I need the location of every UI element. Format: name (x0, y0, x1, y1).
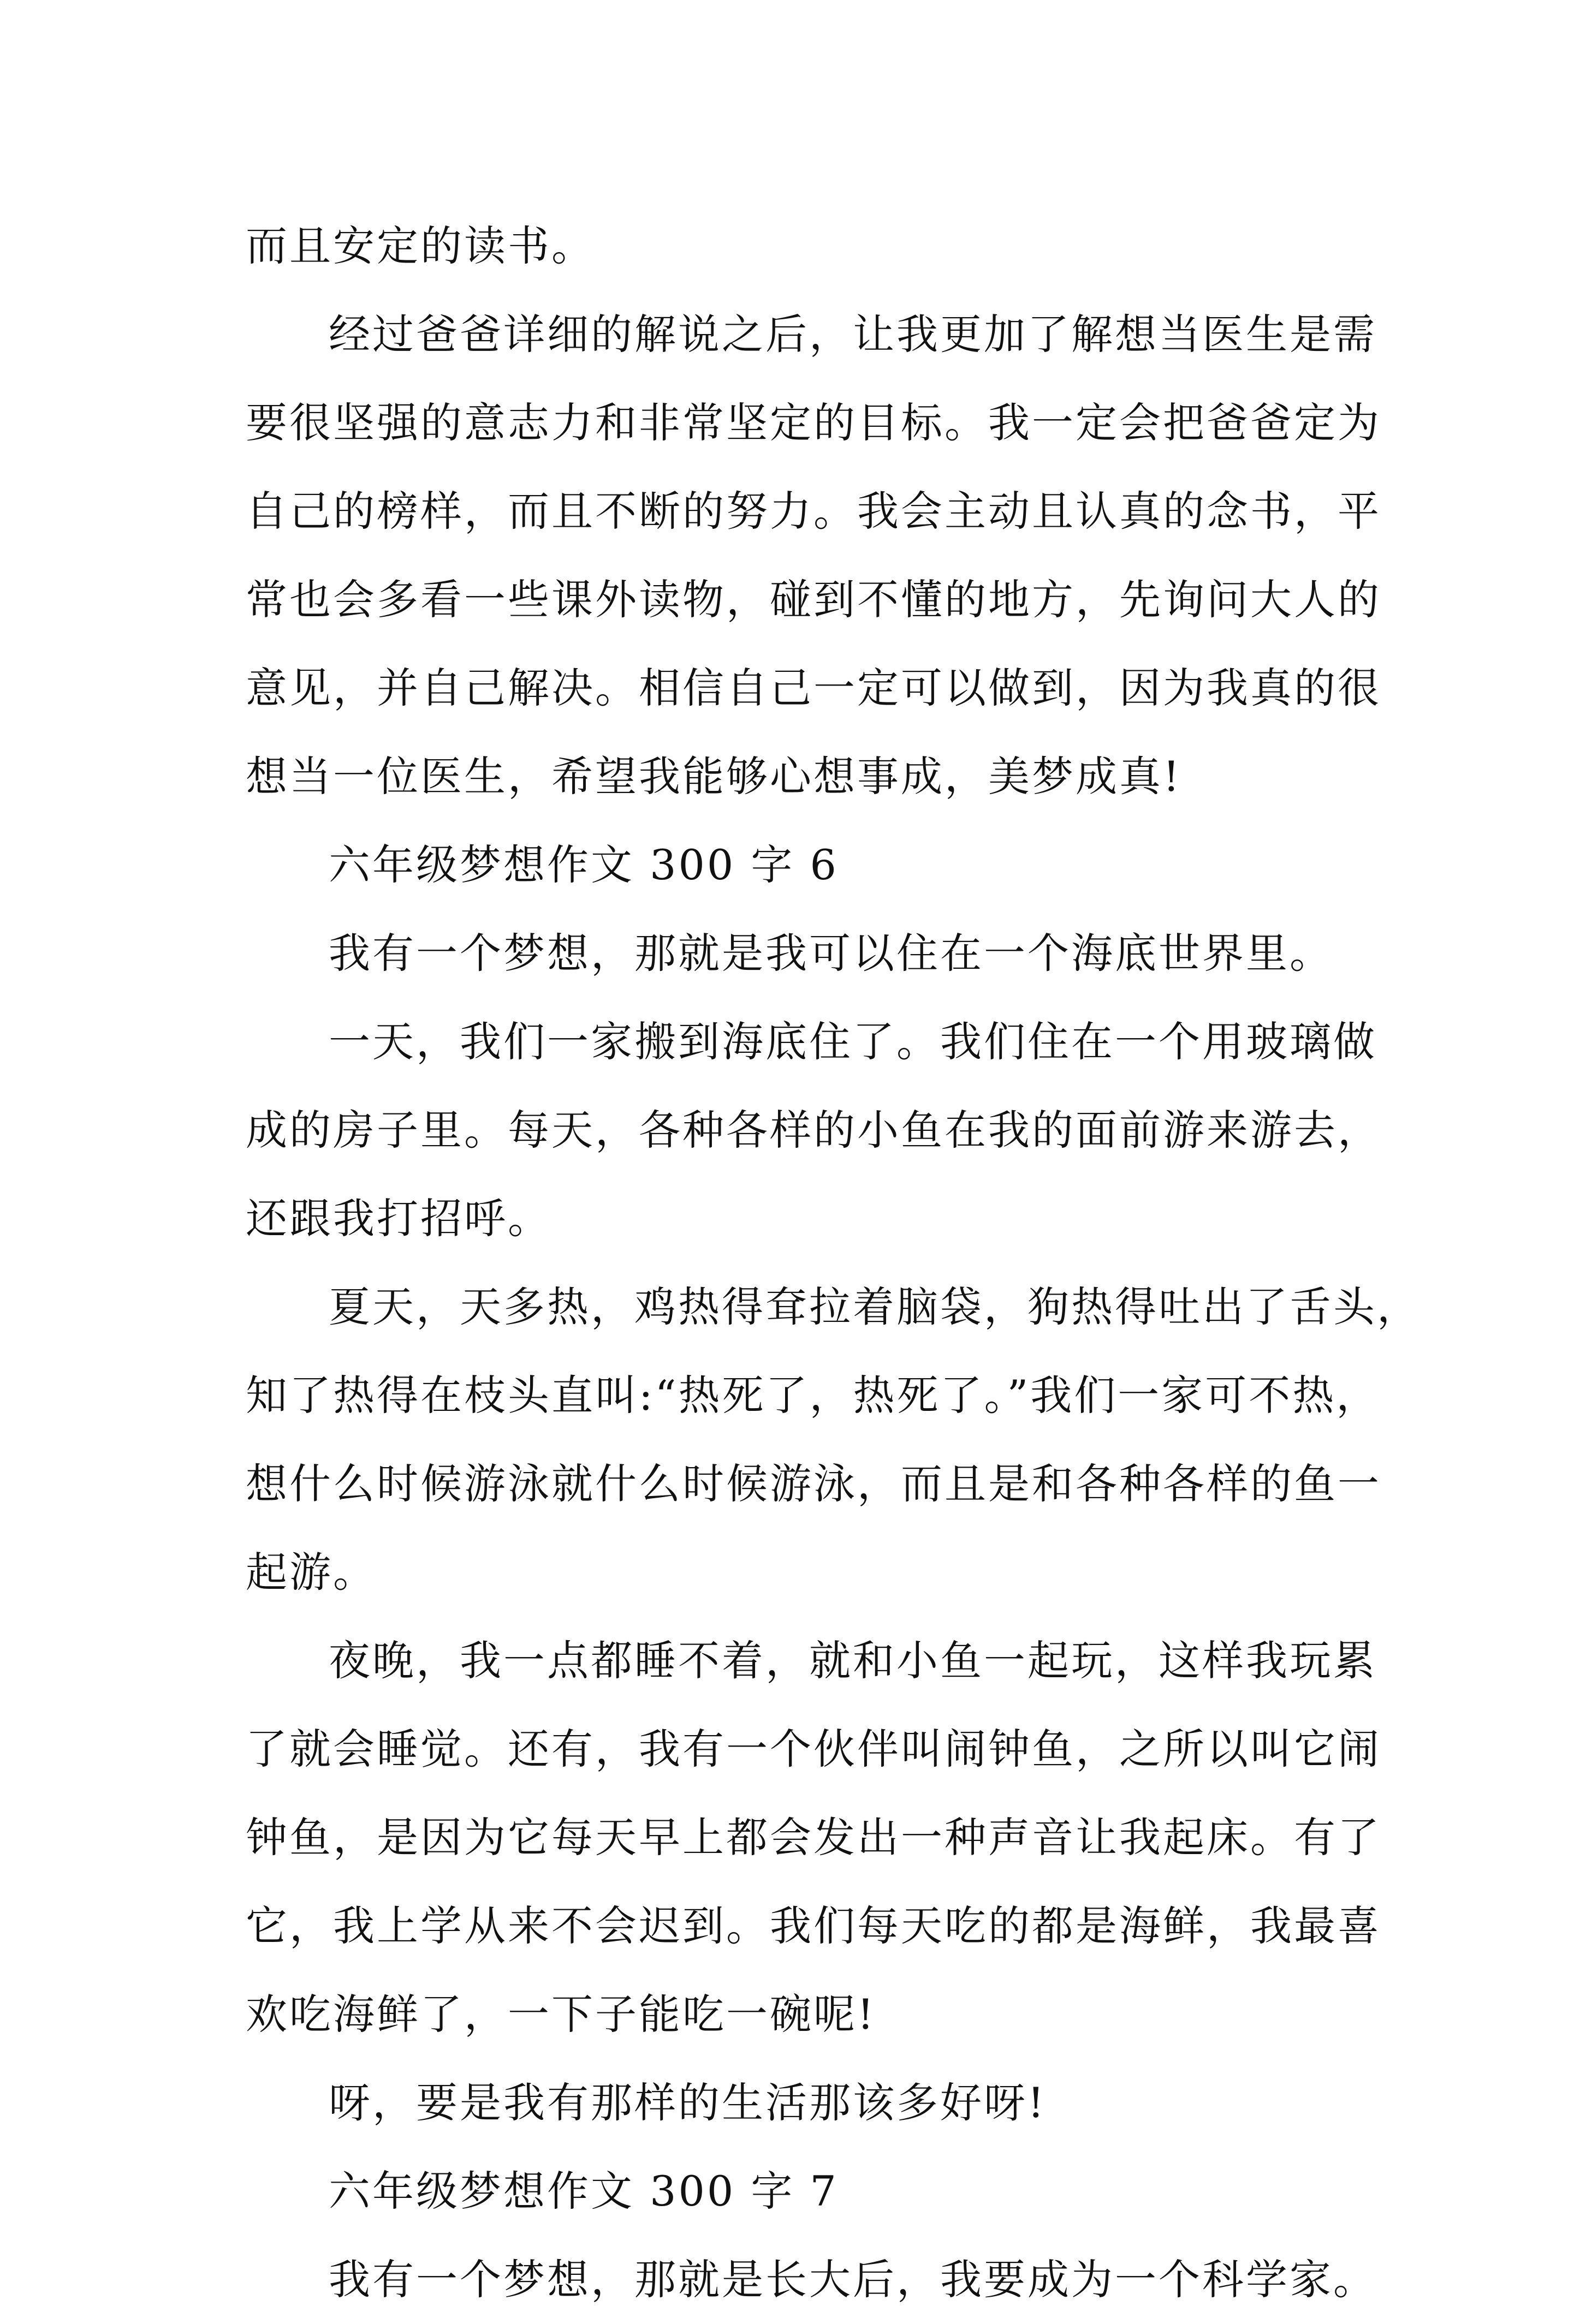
text-line: 想什么时候游泳就什么时候游泳，而且是和各种各样的鱼一 (246, 1459, 1381, 1508)
text-line: 要很坚强的意志力和非常坚定的目标。我一定会把爸爸定为 (246, 398, 1381, 447)
paragraph-start-line: 我有一个梦想，那就是长大后，我要成为一个科学家。 (329, 2255, 1377, 2304)
document-body (246, 202, 1421, 2324)
text-line: 钟鱼，是因为它每天早上都会发出一种声音让我起床。有了 (246, 1813, 1381, 1862)
paragraph-start-line: 呀，要是我有那样的生活那该多好呀! (329, 2078, 1047, 2127)
text-line: 而且安定的读书。 (246, 222, 595, 270)
paragraph-start-line: 夏天，天多热，鸡热得耷拉着脑袋，狗热得吐出了舌头， (329, 1283, 1421, 1331)
text-line: 还跟我打招呼。 (246, 1194, 551, 1243)
text-line: 它，我上学从来不会迟到。我们每天吃的都是海鲜，我最喜 (246, 1902, 1381, 1950)
text-line: 知了热得在枝头直叫:“热死了，热死了。”我们一家可不热， (246, 1371, 1380, 1420)
text-line: 自己的榜样，而且不断的努力。我会主动且认真的念书，平 (246, 487, 1381, 535)
paragraph-start-line: 夜晚，我一点都睡不着，就和小鱼一起玩，这样我玩累 (329, 1636, 1377, 1685)
paragraph-start-line: 我有一个梦想，那就是我可以住在一个海底世界里。 (329, 929, 1333, 978)
text-line: 想当一位医生，希望我能够心想事成，美梦成真! (246, 752, 1182, 801)
text-line: 成的房子里。每天，各种各样的小鱼在我的面前游来游去， (246, 1106, 1381, 1154)
text-line: 意见，并自己解决。相信自己一定可以做到，因为我真的很 (246, 664, 1381, 712)
section-heading-7: 六年级梦想作文 300 字 7 (329, 2167, 839, 2215)
text-line: 了就会睡觉。还有，我有一个伙伴叫闹钟鱼，之所以叫它闹 (246, 1725, 1381, 1773)
paragraph-start-line: 一天，我们一家搬到海底住了。我们住在一个用玻璃做 (329, 1017, 1377, 1066)
paragraph-start-line: 经过爸爸详细的解说之后，让我更加了解想当医生是需 (329, 310, 1377, 359)
text-line: 起游。 (246, 1548, 377, 1596)
text-line: 常也会多看一些课外读物，碰到不懂的地方，先询问大人的 (246, 575, 1381, 624)
text-line: 欢吃海鲜了，一下子能吃一碗呢! (246, 1990, 876, 2039)
section-heading-6: 六年级梦想作文 300 字 6 (329, 841, 839, 889)
